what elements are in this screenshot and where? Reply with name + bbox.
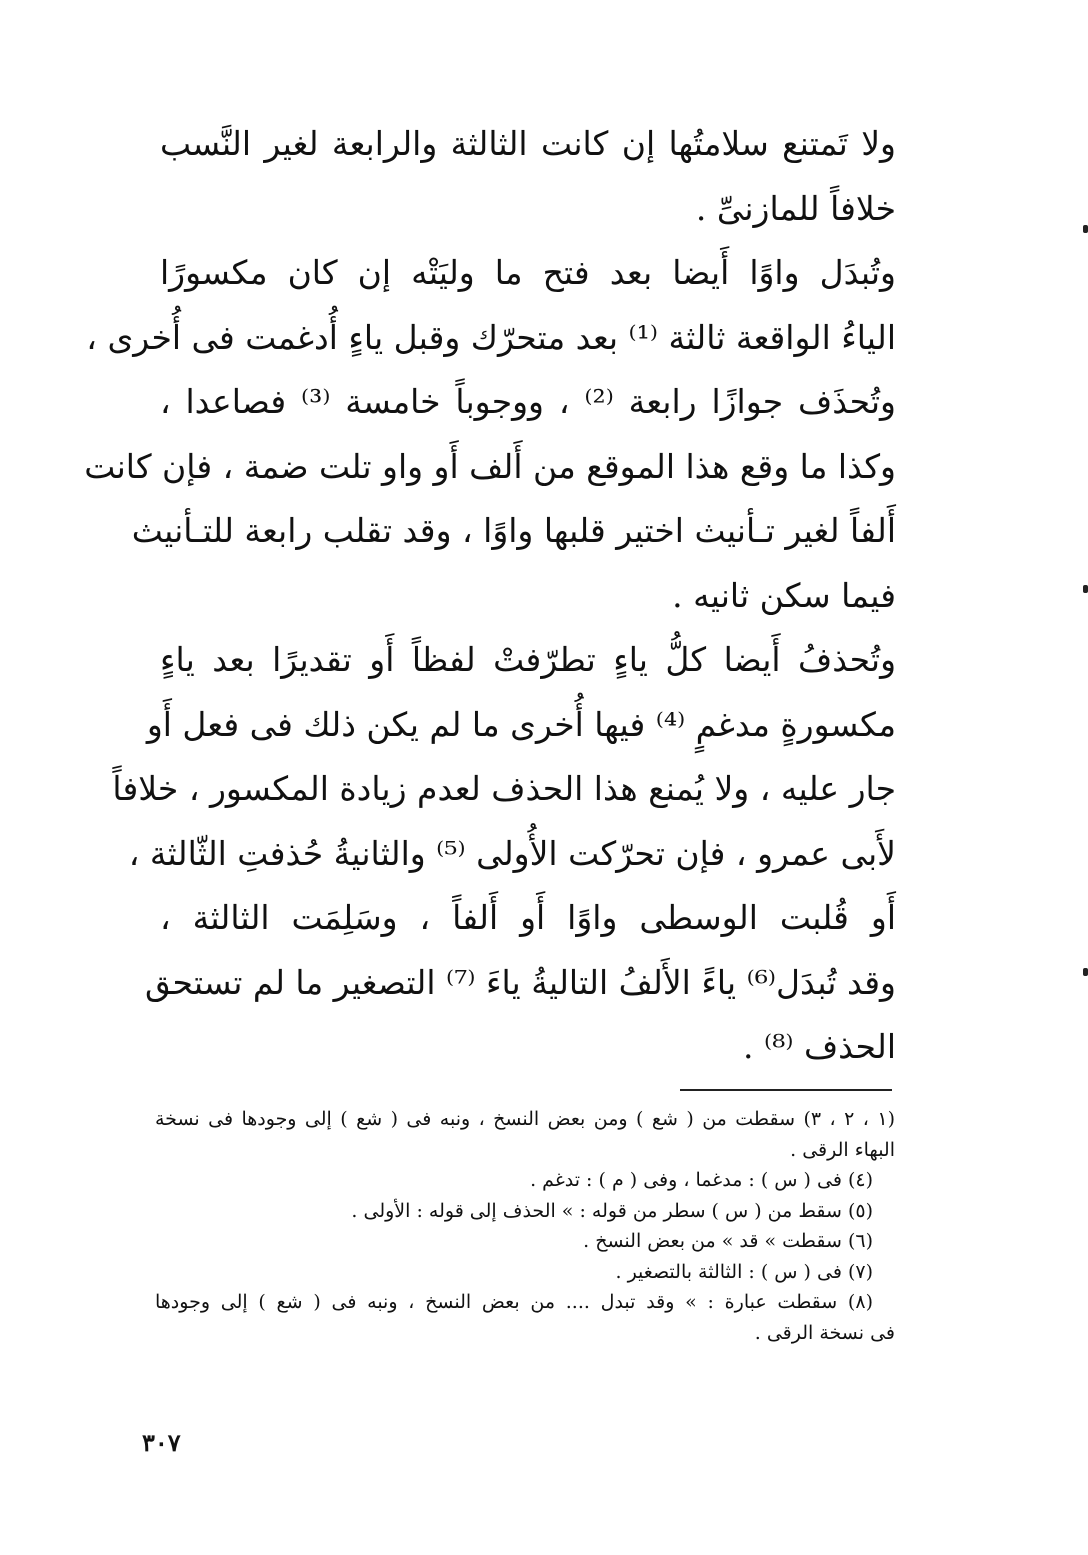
text-line: جار عليه ، ولا يُمنع هذا الحذف لعدم زيادة المكسور ، خلافاً xyxy=(112,769,896,808)
text-line: ولا تَمتنع سلامتُها إن كانت الثالثة والرابعة لغير النَّسب xyxy=(160,124,896,163)
footnotes xyxy=(155,1104,895,1348)
text-line: لأَبى عمرو ، فإن تحرّكت الأُولى ⁽⁵⁾ والثانيةُ حُذفتِ الثّالثة ، xyxy=(128,833,896,873)
text-line: وكذا ما وقع هذا الموقع من أَلف أَو واو تلت ضمة ، فإن كانت xyxy=(84,446,896,486)
text-line: وتُحذَف جوازًا رابعة ⁽²⁾ ، ووجوباً خامسة ⁽³⁾ فصاعدا ، xyxy=(160,382,896,421)
text-line: أَلفاً لغير تـأنيث اختير قلبها واوًا ، وقد تقلب رابعة للتـأنيث xyxy=(131,511,896,550)
footnote-line: (٤) فى ( س ) : مدغما ، وفى ( م ) : تدغم . xyxy=(530,1169,873,1191)
page-number: ٣٠٧ xyxy=(142,1428,181,1457)
footnote-line: (١ ، ٢ ، ٣) سقطت من ( شع ) ومن بعض النسخ ، ونبه فى ( شع ) إلى وجودها فى نسخة xyxy=(155,1108,895,1130)
footnote-line: (٧) فى ( س ) : الثالثة بالتصغير . xyxy=(615,1260,873,1283)
text-line: فيما سكن ثانيه . xyxy=(672,575,896,615)
text-line: مكسورةٍ مدغمٍ ⁽⁴⁾ فيها أُخرى ما لم يكن ذلك فى فعل أَو xyxy=(146,704,896,744)
footnote-divider xyxy=(680,1089,892,1091)
margin-mark xyxy=(1083,968,1088,976)
footnote-line: فى نسخة الرقى . xyxy=(754,1321,895,1344)
text-line: وتُحذفُ أَيضا كلُّ ياءٍ تطرّفتْ لفظاً أَو تقديرًا بعد ياءٍ xyxy=(160,640,896,679)
footnote-line: (٦) سقطت » قد » من بعض النسخ . xyxy=(583,1230,873,1252)
text-line: أَو قُلبت الوسطى واوًا أَو أَلفاً ، وسَلِمَت الثالثة ، xyxy=(160,898,896,937)
margin-mark xyxy=(1083,225,1088,233)
text-line: وتُبدَل واوًا أَيضا بعد فتح ما وليَتْه إن كان مكسورًا xyxy=(160,253,896,292)
text-line: خلافاً للمازنىِّ . xyxy=(695,188,896,228)
main-text xyxy=(84,112,896,1080)
footnote-line: (٨) سقطت عبارة : » وقد تبدل .... من بعض النسخ ، ونبه فى ( شع ) إلى وجودها xyxy=(155,1291,873,1313)
text-line: الياءُ الواقعة ثالثة ⁽¹⁾ بعد متحرّك وقبل ياءٍ أُدغمت فى أُخرى ، xyxy=(86,317,896,357)
text-line: الحذف ⁽⁸⁾ . xyxy=(743,1027,896,1066)
footnote-line: (٥) سقط من ( س ) سطر من قوله : » الحذف إلى قوله : الأولى . xyxy=(351,1199,873,1222)
footnote-line: البهاء الرقى . xyxy=(790,1138,895,1161)
text-line: وقد تُبدَل⁽⁶⁾ ياءً الأَلفُ التاليةُ ياءَ ⁽⁷⁾ التصغير ما لم تستحق xyxy=(145,962,896,1002)
margin-mark xyxy=(1083,585,1088,593)
